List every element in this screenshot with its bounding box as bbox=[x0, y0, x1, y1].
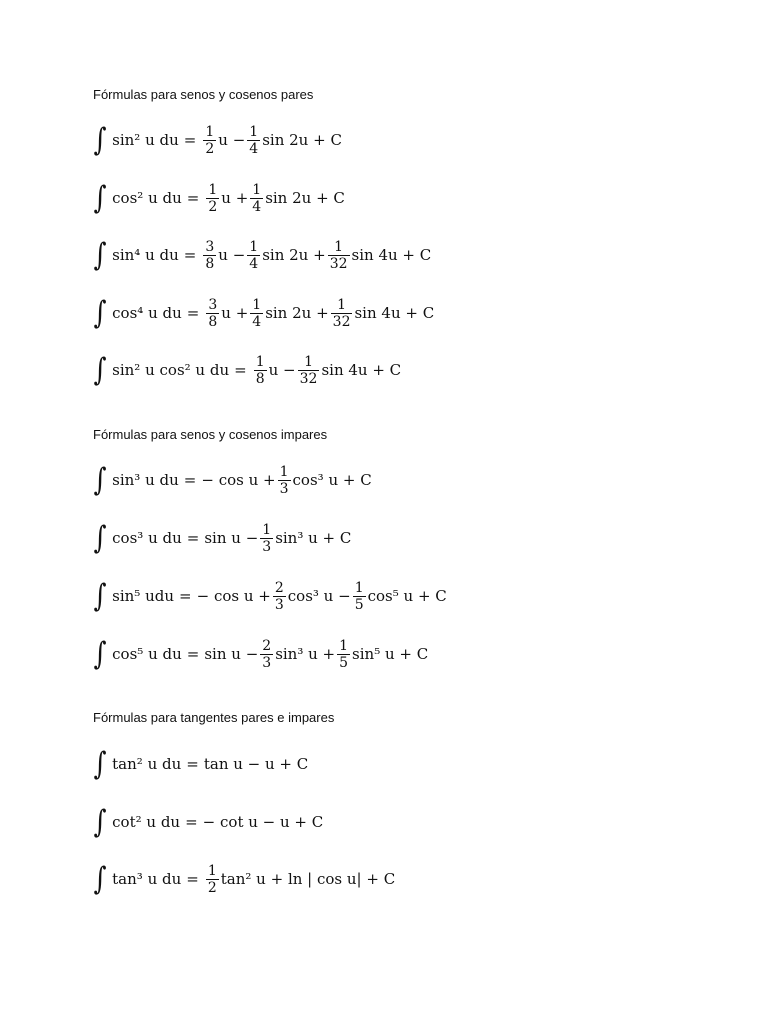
formula-cot2 bbox=[92, 800, 323, 844]
formula-term: cos⁵ u + C bbox=[367, 587, 447, 605]
equals-sign: = bbox=[186, 870, 199, 888]
integral-sign: ∫ bbox=[93, 351, 107, 388]
equals-sign: = bbox=[186, 645, 200, 663]
fraction: $\frac{1}{3}$ bbox=[279, 463, 289, 497]
equals-sign: = bbox=[183, 131, 197, 149]
fraction: $\frac{1}{4}$ bbox=[249, 123, 259, 157]
fraction: $\frac{1}{32}$ bbox=[332, 296, 351, 330]
formula-lhs: sin⁴ u du bbox=[112, 246, 179, 264]
formula-lhs: sin² u du bbox=[112, 131, 179, 149]
formula-cos2 bbox=[92, 176, 345, 220]
section-heading-even-sin-cos: Fórmulas para senos y cosenos pares bbox=[93, 87, 314, 102]
fraction: $\frac{3}{8}$ bbox=[205, 238, 215, 272]
formula-lhs: cos⁴ u du bbox=[112, 304, 182, 322]
fraction: $\frac{1}{5}$ bbox=[354, 579, 364, 613]
formula-term: sin 4u + C bbox=[321, 361, 402, 379]
formula-term: sin 4u + C bbox=[351, 246, 432, 264]
fraction: $\frac{1}{4}$ bbox=[249, 238, 259, 272]
formula-term: sin³ u + bbox=[275, 645, 336, 663]
formula-term: sin u − bbox=[204, 645, 259, 663]
formula-tan2 bbox=[92, 742, 308, 786]
equals-sign: = bbox=[234, 361, 247, 379]
formula-lhs: tan³ u du bbox=[112, 870, 182, 888]
integral-sign: ∫ bbox=[93, 519, 107, 556]
fraction: $\frac{1}{2}$ bbox=[208, 181, 218, 215]
integral-sign: ∫ bbox=[93, 294, 107, 331]
equals-sign: = bbox=[185, 813, 198, 831]
fraction: $\frac{1}{4}$ bbox=[252, 296, 262, 330]
integral-sign: ∫ bbox=[93, 860, 107, 897]
formula-term: u + bbox=[221, 189, 249, 207]
formula-sin2 bbox=[92, 118, 342, 162]
formula-term: − cot u − u + C bbox=[202, 813, 324, 831]
formula-sin5 bbox=[92, 574, 447, 618]
formula-term: u − bbox=[218, 246, 246, 264]
integral-sign: ∫ bbox=[93, 635, 107, 672]
fraction: $\frac{1}{4}$ bbox=[252, 181, 262, 215]
equals-sign: = bbox=[183, 246, 197, 264]
formula-term: sin u − bbox=[204, 529, 259, 547]
formula-term: u + bbox=[221, 304, 249, 322]
equals-sign: = bbox=[186, 529, 200, 547]
integral-sign: ∫ bbox=[93, 803, 107, 840]
formula-lhs: cos⁵ u du bbox=[112, 645, 182, 663]
formula-sin3 bbox=[92, 458, 372, 502]
formula-lhs: sin⁵ udu bbox=[112, 587, 175, 605]
formula-lhs: tan² u du bbox=[112, 755, 182, 773]
formula-term: − cos u + bbox=[196, 587, 271, 605]
formula-term: sin 2u + bbox=[262, 246, 326, 264]
formula-term: u − bbox=[268, 361, 296, 379]
formula-term: sin 4u + C bbox=[354, 304, 435, 322]
formula-term: cos³ u − bbox=[287, 587, 351, 605]
formula-term: sin 2u + C bbox=[265, 189, 345, 207]
formula-term: u − bbox=[218, 131, 246, 149]
fraction: $\frac{1}{32}$ bbox=[329, 238, 348, 272]
formula-cos4 bbox=[92, 291, 434, 335]
equals-sign: = bbox=[186, 189, 200, 207]
fraction: $\frac{2}{3}$ bbox=[262, 637, 272, 671]
formula-term: sin 2u + C bbox=[262, 131, 342, 149]
fraction: $\frac{1}{5}$ bbox=[339, 637, 349, 671]
formula-term: sin⁵ u + C bbox=[352, 645, 429, 663]
formula-lhs: cos³ u du bbox=[112, 529, 182, 547]
equals-sign: = bbox=[186, 304, 200, 322]
fraction: $\frac{1}{2}$ bbox=[207, 862, 217, 896]
equals-sign: = bbox=[183, 471, 197, 489]
integral-sign: ∫ bbox=[93, 577, 107, 614]
section-heading-odd-sin-cos: Fórmulas para senos y cosenos impares bbox=[93, 427, 328, 442]
formula-cos3 bbox=[92, 516, 351, 560]
formula-term: − cos u + bbox=[201, 471, 276, 489]
integral-sign: ∫ bbox=[93, 745, 107, 782]
fraction: $\frac{2}{3}$ bbox=[274, 579, 284, 613]
integral-sign: ∫ bbox=[93, 179, 107, 216]
formula-lhs: cot² u du bbox=[112, 813, 181, 831]
fraction: $\frac{1}{32}$ bbox=[299, 353, 318, 387]
formula-term: tan² u + ln | cos u| + C bbox=[220, 870, 396, 888]
formula-term: sin³ u + C bbox=[275, 529, 352, 547]
formula-lhs: sin² u cos² u du bbox=[112, 361, 230, 379]
formula-term: sin 2u + bbox=[265, 304, 329, 322]
equals-sign: = bbox=[179, 587, 192, 605]
formula-term: tan u − u + C bbox=[203, 755, 309, 773]
fraction: $\frac{1}{3}$ bbox=[262, 521, 272, 555]
integral-sign: ∫ bbox=[93, 121, 107, 158]
fraction: $\frac{1}{2}$ bbox=[205, 123, 215, 157]
section-heading-tangents: Fórmulas para tangentes pares e impares bbox=[93, 710, 335, 725]
formula-sin4 bbox=[92, 233, 431, 277]
fraction: $\frac{1}{8}$ bbox=[255, 353, 265, 387]
formula-cos5 bbox=[92, 632, 428, 676]
integral-sign: ∫ bbox=[93, 236, 107, 273]
formula-term: cos³ u + C bbox=[292, 471, 372, 489]
formula-tan3 bbox=[92, 857, 395, 901]
equals-sign: = bbox=[186, 755, 199, 773]
formula-lhs: sin³ u du bbox=[112, 471, 179, 489]
fraction: $\frac{3}{8}$ bbox=[208, 296, 218, 330]
formula-lhs: cos² u du bbox=[112, 189, 182, 207]
integral-sign: ∫ bbox=[93, 461, 107, 498]
formula-sin2-cos2 bbox=[92, 348, 401, 392]
